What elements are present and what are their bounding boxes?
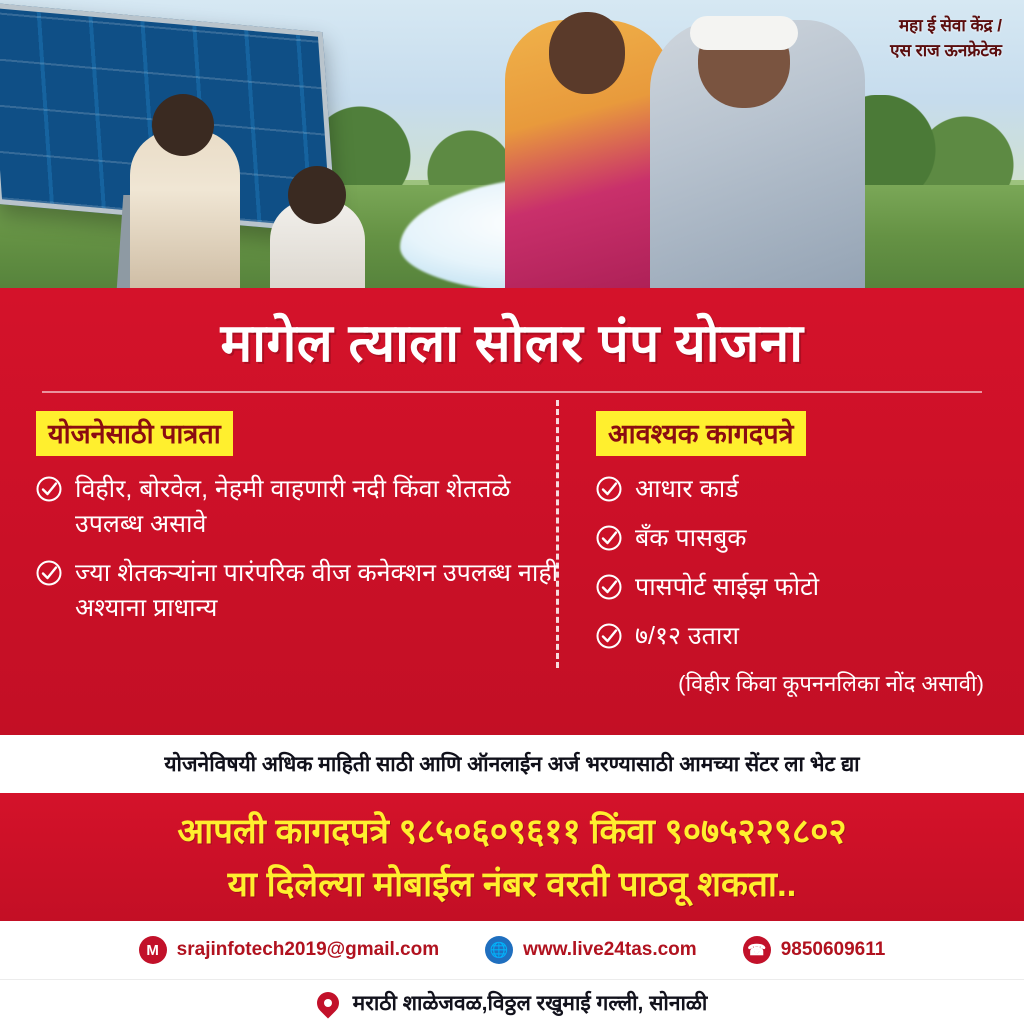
contact-phone-label: 9850609611 [780,939,886,960]
cta-panel [0,793,1024,921]
brand-name [890,14,1002,63]
content-columns [0,393,1024,698]
location-pin-icon [312,987,343,1018]
eligibility-column [26,411,586,698]
list-item-label: ७/१२ उतारा [635,622,740,650]
list-item-label: विहीर, बोरवेल, नेहमी वाहणारी नदी किंवा शेततळे उपलब्ध असावे [75,475,511,538]
list-item-label: आधार कार्ड [635,475,739,503]
list-item [596,472,988,507]
list-item-label: पासपोर्ट साईझ फोटो [635,573,820,601]
list-item-label: ज्या शेतकऱ्यांना पारंपरिक वीज कनेक्शन उपलब्ध नाही अश्याना प्राधान्य [75,559,559,622]
main-panel [0,288,1024,735]
list-item [36,556,576,626]
contact-phone[interactable] [743,936,886,964]
check-icon [36,476,62,502]
check-icon [596,574,622,600]
check-icon [596,525,622,551]
child-center [270,200,365,300]
cta-line-2: या दिलेल्या मोबाईल नंबर वरती पाठवू शकता.. [227,865,797,904]
cta-line-1: आपली कागदपत्रे ९८५०६०९६११ किंवा ९०७५२२९८०२ [177,812,847,851]
info-strip-text: योजनेविषयी अधिक माहिती साठी आणि ऑनलाईन अर्ज भरण्यासाठी आमच्या सेंटर ला भेट द्या [164,753,860,776]
contact-website[interactable] [485,936,697,964]
check-icon [596,623,622,649]
check-icon [596,476,622,502]
eligibility-heading: योजनेसाठी पात्रता [36,411,233,456]
contact-website-label: www.live24tas.com [523,939,697,960]
list-item [596,570,988,605]
address-label: मराठी शाळेजवळ,विठ्ठल रखुमाई गल्ली, सोनाळी [352,991,708,1015]
documents-heading: आवश्यक कागदपत्रे [596,411,806,456]
address-bar [0,979,1024,1024]
globe-icon: 🌐 [485,936,513,964]
brand-line-1: महा ई सेवा केंद्र / [899,16,1002,35]
documents-note: (विहीर किंवा कूपननलिका नोंद असावी) [678,671,984,696]
documents-column [586,411,998,698]
list-item [36,472,576,542]
column-divider [556,400,559,668]
contact-bar [0,921,1024,979]
contact-email[interactable] [139,936,439,964]
hero-photo [0,0,1024,300]
list-item-label: बँक पासबुक [635,524,747,552]
farmer-figure [650,20,865,295]
info-strip [0,735,1024,793]
brand-line-2: एस राज ऊनफ्रेटेक [890,40,1002,60]
list-item [596,619,988,654]
contact-email-label: srajinfotech2019@gmail.com [176,939,440,960]
gmail-icon: M [139,936,167,964]
check-icon [36,560,62,586]
phone-icon: ☎ [743,936,771,964]
child-left [130,130,240,300]
list-item [596,521,988,556]
page-title: मागेल त्याला सोलर पंप योजना [220,314,804,373]
